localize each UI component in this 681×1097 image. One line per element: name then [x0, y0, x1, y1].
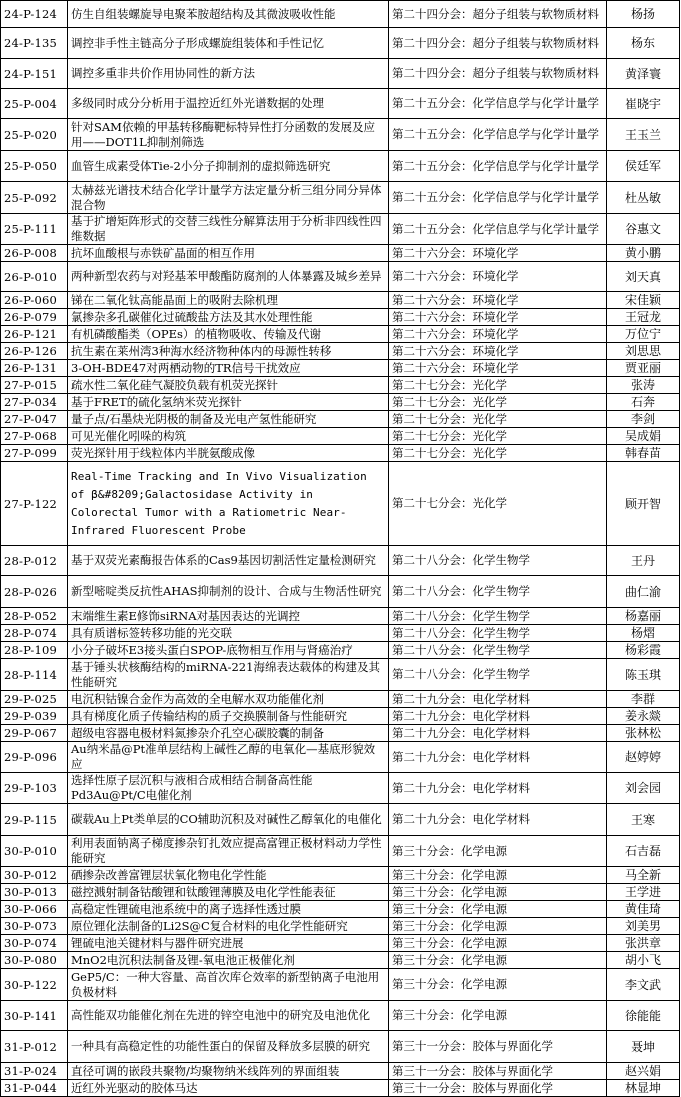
presenter-name-cell: 王冠龙	[607, 309, 680, 326]
presenter-name-cell: 刘会园	[607, 773, 680, 804]
poster-title-cell: 碳载Au上Pt类单层的CO辅助沉积及对碱性乙醇氧化的电催化	[68, 804, 389, 836]
poster-title-cell: 有机磷酸酯类（OPEs）的植物吸收、传输及代谢	[68, 326, 389, 343]
poster-title-cell: 利用表面钠离子梯度掺杂钉扎效应提高富锂正极材料动力学性能研究	[68, 836, 389, 867]
poster-id-cell: 26-P-126	[1, 343, 68, 360]
table-row	[1, 576, 680, 608]
table-row	[1, 901, 680, 918]
poster-title-cell: 太赫兹光谱技术结合化学计量学方法定量分析三组分同分异体混合物	[68, 182, 389, 214]
presenter-name-cell: 杨东	[607, 28, 680, 59]
poster-id-cell: 26-P-121	[1, 326, 68, 343]
poster-title-cell: 荧光探针用于线粒体内半胱氨酸成像	[68, 445, 389, 462]
poster-title-cell: 仿生自组装螺旋导电聚苯胺超结构及其微波吸收性能	[68, 1, 389, 28]
poster-id-cell: 25-P-004	[1, 89, 68, 119]
poster-title-cell: 疏水性二氧化硅气凝胶负载有机荧光探针	[68, 377, 389, 394]
poster-id-cell: 30-P-122	[1, 969, 68, 1001]
presenter-name-cell: 李剑	[607, 411, 680, 428]
presenter-name-cell: 赵兴娟	[607, 1063, 680, 1080]
poster-title-cell: 调控多重非共价作用协同性的新方法	[68, 59, 389, 89]
table-row	[1, 28, 680, 59]
session-cell: 第二十九分会：电化学材料	[389, 691, 607, 708]
table-row	[1, 969, 680, 1001]
poster-title-cell: 基于扩增矩阵形式的交替三线性分解算法用于分析非四线性四维数据	[68, 214, 389, 245]
poster-id-cell: 30-P-010	[1, 836, 68, 867]
poster-id-cell: 27-P-099	[1, 445, 68, 462]
poster-title-cell: 针对SAM依赖的甲基转移酶靶标特异性打分函数的发展及应用——DOT1L抑制剂筛选	[68, 119, 389, 151]
poster-id-cell: 27-P-122	[1, 462, 68, 546]
presenter-name-cell: 韩春苗	[607, 445, 680, 462]
presenter-name-cell: 姜永燚	[607, 708, 680, 725]
session-cell: 第二十七分会：光化学	[389, 445, 607, 462]
presenter-name-cell: 谷惠文	[607, 214, 680, 245]
presenter-name-cell: 刘思思	[607, 343, 680, 360]
poster-id-cell: 30-P-141	[1, 1001, 68, 1031]
poster-title-cell: 近红外光驱动的胶体马达	[68, 1080, 389, 1097]
session-cell: 第三十一分会：胶体与界面化学	[389, 1031, 607, 1063]
table-row	[1, 608, 680, 625]
presenter-name-cell: 侯廷军	[607, 151, 680, 182]
session-cell: 第二十六分会：环境化学	[389, 245, 607, 262]
presenter-name-cell: 张洪章	[607, 935, 680, 952]
poster-title-cell: 锂硫电池关键材料与器件研究进展	[68, 935, 389, 952]
table-row	[1, 182, 680, 214]
table-row	[1, 151, 680, 182]
poster-title-cell: 高性能双功能催化剂在先进的锌空电池中的研究及电池优化	[68, 1001, 389, 1031]
poster-id-cell: 30-P-066	[1, 901, 68, 918]
session-cell: 第二十四分会：超分子组装与软物质材料	[389, 1, 607, 28]
poster-title-cell: 氯掺杂多孔碳催化过硫酸盐方法及其水处理性能	[68, 309, 389, 326]
session-cell: 第三十分会：化学电源	[389, 918, 607, 935]
session-cell: 第二十九分会：电化学材料	[389, 725, 607, 742]
poster-title-cell: GeP5/C：一种大容量、高首次库仑效率的新型钠离子电池用负极材料	[68, 969, 389, 1001]
session-cell: 第二十四分会：超分子组装与软物质材料	[389, 28, 607, 59]
poster-id-cell: 26-P-010	[1, 262, 68, 292]
poster-title-cell: 锑在二氧化钛高能晶面上的吸附去除机理	[68, 292, 389, 309]
poster-title-cell: 具有质谱标签转移功能的光交联	[68, 625, 389, 642]
presenter-name-cell: 曲仁渝	[607, 576, 680, 608]
presenter-name-cell: 徐能能	[607, 1001, 680, 1031]
poster-id-cell: 27-P-015	[1, 377, 68, 394]
presenter-name-cell: 杜丛敏	[607, 182, 680, 214]
presenter-name-cell: 王玉兰	[607, 119, 680, 151]
session-cell: 第二十八分会：化学生物学	[389, 576, 607, 608]
session-cell: 第二十五分会：化学信息学与化学计量学	[389, 89, 607, 119]
session-cell: 第二十五分会：化学信息学与化学计量学	[389, 151, 607, 182]
session-cell: 第三十分会：化学电源	[389, 884, 607, 901]
poster-id-cell: 27-P-068	[1, 428, 68, 445]
presenter-name-cell: 黄佳琦	[607, 901, 680, 918]
table-row	[1, 394, 680, 411]
session-cell: 第二十七分会：光化学	[389, 377, 607, 394]
poster-id-cell: 24-P-135	[1, 28, 68, 59]
session-cell: 第二十八分会：化学生物学	[389, 625, 607, 642]
session-cell: 第二十六分会：环境化学	[389, 309, 607, 326]
presenter-name-cell: 杨扬	[607, 1, 680, 28]
poster-id-cell: 28-P-012	[1, 546, 68, 576]
poster-title-cell: 磁控溅射制备钴酸锂和钛酸锂薄膜及电化学性能表征	[68, 884, 389, 901]
table-row	[1, 326, 680, 343]
presenter-name-cell: 崔晓宇	[607, 89, 680, 119]
table-row	[1, 1063, 680, 1080]
table-row	[1, 59, 680, 89]
table-row	[1, 445, 680, 462]
session-cell: 第二十六分会：环境化学	[389, 262, 607, 292]
presenter-name-cell: 王寒	[607, 804, 680, 836]
session-cell: 第二十八分会：化学生物学	[389, 608, 607, 625]
poster-title-cell: 调控非手性主链高分子形成螺旋组装体和手性记忆	[68, 28, 389, 59]
poster-id-cell: 29-P-096	[1, 742, 68, 773]
poster-title-cell: Real-Time Tracking and In Vivo Visualization of β&#8209;Galactosidase Activity in Colorectal Tumor with a Ratiometric Near-Infrared Fluorescent Probe	[68, 462, 389, 546]
session-cell: 第二十七分会：光化学	[389, 411, 607, 428]
poster-title-cell: 一种具有高稳定性的功能性蛋白的保留及释放多层膜的研究	[68, 1031, 389, 1063]
poster-id-cell: 29-P-067	[1, 725, 68, 742]
poster-id-cell: 31-P-012	[1, 1031, 68, 1063]
poster-title-cell: 抗生素在莱州湾3种海水经济物种体内的母源性转移	[68, 343, 389, 360]
poster-id-cell: 24-P-124	[1, 1, 68, 28]
table-row	[1, 884, 680, 901]
poster-title-cell: 超级电容器电极材料氮掺杂介孔空心碳胶囊的制备	[68, 725, 389, 742]
session-cell: 第二十八分会：化学生物学	[389, 546, 607, 576]
session-cell: 第二十九分会：电化学材料	[389, 708, 607, 725]
session-cell: 第二十七分会：光化学	[389, 428, 607, 445]
table-row	[1, 708, 680, 725]
poster-title-cell: 硒掺杂改善富锂层状氧化物电化学性能	[68, 867, 389, 884]
poster-title-cell: 基于FRET的硫化氢纳米荧光探针	[68, 394, 389, 411]
poster-title-cell: 电沉积钴镍合金作为高效的全电解水双功能催化剂	[68, 691, 389, 708]
presenter-name-cell: 吴成娟	[607, 428, 680, 445]
table-row	[1, 89, 680, 119]
poster-title-cell: MnO2电沉积法制备及锂-氧电池正极催化剂	[68, 952, 389, 969]
table-row	[1, 214, 680, 245]
poster-id-cell: 28-P-026	[1, 576, 68, 608]
poster-title-cell: 量子点/石墨炔光阴极的制备及光电产氢性能研究	[68, 411, 389, 428]
session-cell: 第三十分会：化学电源	[389, 867, 607, 884]
session-cell: 第三十分会：化学电源	[389, 1001, 607, 1031]
presenter-name-cell: 黄小鹏	[607, 245, 680, 262]
session-cell: 第二十八分会：化学生物学	[389, 642, 607, 659]
poster-id-cell: 26-P-079	[1, 309, 68, 326]
poster-id-cell: 27-P-034	[1, 394, 68, 411]
presenter-name-cell: 石奔	[607, 394, 680, 411]
poster-title-cell: 3-OH-BDE47对两栖动物的TR信号干扰效应	[68, 360, 389, 377]
presenter-name-cell: 张林松	[607, 725, 680, 742]
table-row	[1, 867, 680, 884]
table-row	[1, 546, 680, 576]
presenter-name-cell: 杨嘉丽	[607, 608, 680, 625]
session-cell: 第三十一分会：胶体与界面化学	[389, 1080, 607, 1097]
poster-id-cell: 30-P-074	[1, 935, 68, 952]
poster-title-cell: 原位锂化法制备的Li2S@C复合材料的电化学性能研究	[68, 918, 389, 935]
table-row	[1, 1080, 680, 1097]
poster-id-cell: 27-P-047	[1, 411, 68, 428]
table-row	[1, 952, 680, 969]
poster-id-cell: 29-P-103	[1, 773, 68, 804]
poster-id-cell: 24-P-151	[1, 59, 68, 89]
poster-title-cell: 基于锤头状核酶结构的miRNA-221海绵表达载体的构建及其性能研究	[68, 659, 389, 691]
session-cell: 第二十四分会：超分子组装与软物质材料	[389, 59, 607, 89]
table-row	[1, 377, 680, 394]
session-cell: 第二十六分会：环境化学	[389, 326, 607, 343]
table-row	[1, 262, 680, 292]
presenter-name-cell: 万位宁	[607, 326, 680, 343]
presenter-name-cell: 聂坤	[607, 1031, 680, 1063]
poster-id-cell: 31-P-024	[1, 1063, 68, 1080]
table-row	[1, 1, 680, 28]
presenter-name-cell: 杨彩霞	[607, 642, 680, 659]
poster-id-cell: 29-P-039	[1, 708, 68, 725]
presenter-name-cell: 陈玉琪	[607, 659, 680, 691]
poster-id-cell: 25-P-020	[1, 119, 68, 151]
table-row	[1, 1001, 680, 1031]
table-row	[1, 642, 680, 659]
poster-id-cell: 26-P-131	[1, 360, 68, 377]
poster-title-cell: 多级同时成分分析用于温控近红外光谱数据的处理	[68, 89, 389, 119]
presenter-name-cell: 刘美男	[607, 918, 680, 935]
poster-id-cell: 25-P-092	[1, 182, 68, 214]
table-row	[1, 836, 680, 867]
poster-id-cell: 25-P-111	[1, 214, 68, 245]
poster-title-cell: 小分子破坏E3接头蛋白SPOP-底物相互作用与肾癌治疗	[68, 642, 389, 659]
presenter-name-cell: 刘天真	[607, 262, 680, 292]
presenter-name-cell: 马全新	[607, 867, 680, 884]
table-body	[1, 1, 680, 1097]
poster-title-cell: 可见光催化吲哚的构筑	[68, 428, 389, 445]
poster-id-cell: 29-P-115	[1, 804, 68, 836]
session-cell: 第二十六分会：环境化学	[389, 343, 607, 360]
poster-title-cell: 具有梯度化质子传输结构的质子交换膜制备与性能研究	[68, 708, 389, 725]
table-row	[1, 742, 680, 773]
poster-title-cell: 基于双荧光素酶报告体系的Cas9基因切割活性定量检测研究	[68, 546, 389, 576]
session-cell: 第三十分会：化学电源	[389, 969, 607, 1001]
table-row	[1, 773, 680, 804]
presenter-name-cell: 张涛	[607, 377, 680, 394]
session-cell: 第二十六分会：环境化学	[389, 292, 607, 309]
session-cell: 第二十九分会：电化学材料	[389, 804, 607, 836]
table-row	[1, 659, 680, 691]
poster-title-cell: 新型嘧啶类反抗性AHAS抑制剂的设计、合成与生物活性研究	[68, 576, 389, 608]
poster-id-cell: 30-P-012	[1, 867, 68, 884]
poster-id-cell: 28-P-052	[1, 608, 68, 625]
table-row	[1, 309, 680, 326]
poster-title-cell: 末端维生素E修饰siRNA对基因表达的光调控	[68, 608, 389, 625]
poster-id-cell: 29-P-025	[1, 691, 68, 708]
presenter-name-cell: 贾亚丽	[607, 360, 680, 377]
poster-id-cell: 31-P-044	[1, 1080, 68, 1097]
poster-title-cell: 选择性原子层沉积与液相合成相结合制备高性能Pd3Au@Pt/C电催化剂	[68, 773, 389, 804]
session-cell: 第二十九分会：电化学材料	[389, 742, 607, 773]
session-cell: 第二十五分会：化学信息学与化学计量学	[389, 119, 607, 151]
poster-title-cell: 高稳定性锂硫电池系统中的离子选择性透过膜	[68, 901, 389, 918]
poster-title-cell: 血管生成素受体Tie-2小分子抑制剂的虚拟筛选研究	[68, 151, 389, 182]
table-row	[1, 918, 680, 935]
session-cell: 第三十分会：化学电源	[389, 935, 607, 952]
table-row	[1, 804, 680, 836]
poster-id-cell: 26-P-008	[1, 245, 68, 262]
session-cell: 第二十六分会：环境化学	[389, 360, 607, 377]
poster-id-cell: 28-P-109	[1, 642, 68, 659]
presenter-name-cell: 赵婷婷	[607, 742, 680, 773]
poster-id-cell: 26-P-060	[1, 292, 68, 309]
presenter-name-cell: 杨熠	[607, 625, 680, 642]
poster-title-cell: Au纳米晶@Pt准单层结构上碱性乙醇的电氧化—基底形貌效应	[68, 742, 389, 773]
presenter-name-cell: 黄泽寰	[607, 59, 680, 89]
table-row	[1, 428, 680, 445]
poster-id-cell: 30-P-073	[1, 918, 68, 935]
poster-id-cell: 30-P-013	[1, 884, 68, 901]
session-cell: 第三十一分会：胶体与界面化学	[389, 1063, 607, 1080]
table-row	[1, 360, 680, 377]
presenter-name-cell: 胡小飞	[607, 952, 680, 969]
presenter-name-cell: 王学进	[607, 884, 680, 901]
table-row	[1, 691, 680, 708]
session-cell: 第二十八分会：化学生物学	[389, 659, 607, 691]
presenter-name-cell: 王丹	[607, 546, 680, 576]
poster-title-cell: 抗坏血酸根与赤铁矿晶面的相互作用	[68, 245, 389, 262]
poster-id-cell: 28-P-114	[1, 659, 68, 691]
presenter-name-cell: 林显坤	[607, 1080, 680, 1097]
poster-id-cell: 28-P-074	[1, 625, 68, 642]
presenter-name-cell: 宋佳颖	[607, 292, 680, 309]
session-cell: 第三十分会：化学电源	[389, 836, 607, 867]
session-cell: 第三十分会：化学电源	[389, 901, 607, 918]
poster-id-cell: 30-P-080	[1, 952, 68, 969]
session-cell: 第二十五分会：化学信息学与化学计量学	[389, 214, 607, 245]
session-cell: 第三十分会：化学电源	[389, 952, 607, 969]
table-row	[1, 935, 680, 952]
table-row	[1, 119, 680, 151]
table-row	[1, 343, 680, 360]
table-row	[1, 411, 680, 428]
session-cell: 第二十九分会：电化学材料	[389, 773, 607, 804]
table-row	[1, 292, 680, 309]
presenter-name-cell: 李群	[607, 691, 680, 708]
poster-title-cell: 直径可调的嵌段共聚物/均聚物纳米线阵列的界面组装	[68, 1063, 389, 1080]
presenter-name-cell: 顾开智	[607, 462, 680, 546]
poster-id-cell: 25-P-050	[1, 151, 68, 182]
table-row	[1, 1031, 680, 1063]
table-row	[1, 725, 680, 742]
poster-title-cell: 两种新型农药与对羟基苯甲酸酯防腐剂的人体暴露及城乡差异	[68, 262, 389, 292]
table-row	[1, 462, 680, 546]
session-cell: 第二十七分会：光化学	[389, 394, 607, 411]
session-cell: 第二十五分会：化学信息学与化学计量学	[389, 182, 607, 214]
table-row	[1, 625, 680, 642]
session-cell: 第二十七分会：光化学	[389, 462, 607, 546]
presenter-name-cell: 石吉磊	[607, 836, 680, 867]
table-row	[1, 245, 680, 262]
presenter-name-cell: 李文武	[607, 969, 680, 1001]
